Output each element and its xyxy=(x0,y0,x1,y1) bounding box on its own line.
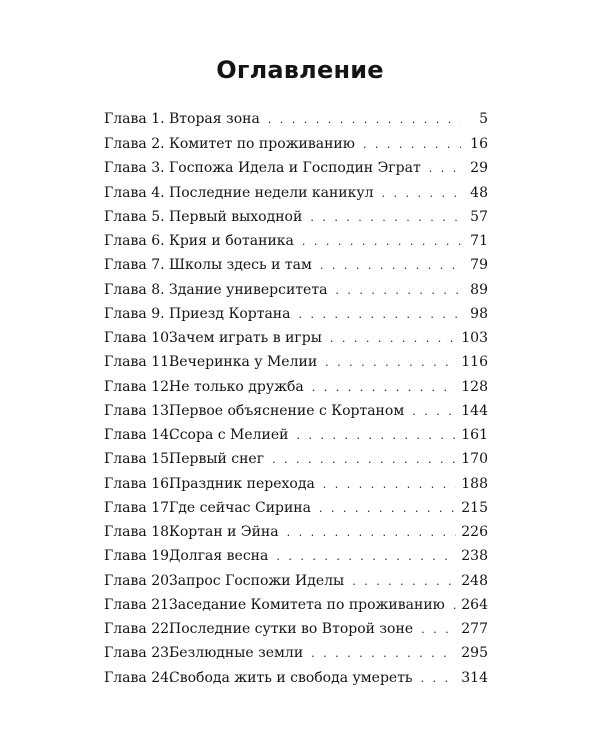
toc-chapter-title: Первый выходной xyxy=(169,208,303,225)
toc-entry xyxy=(104,544,488,568)
toc-entry xyxy=(104,569,488,593)
toc-chapter-title: Последние сутки во Второй зоне xyxy=(169,621,414,637)
toc-page-number: 48 xyxy=(470,184,488,201)
toc-chapter-title: Вторая зона xyxy=(169,111,260,127)
toc-page-number: 29 xyxy=(470,160,488,177)
toc-entry xyxy=(104,423,488,447)
toc-page-number: 170 xyxy=(461,451,488,468)
toc-page-number: 57 xyxy=(470,208,488,225)
toc-page-number: 161 xyxy=(461,427,488,443)
toc-entry xyxy=(104,107,488,132)
toc-page-number: 5 xyxy=(479,111,488,127)
toc-dot-leader xyxy=(320,254,461,278)
toc-page-number: 103 xyxy=(461,330,488,346)
toc-dot-leader xyxy=(299,303,462,327)
toc-entry xyxy=(104,399,488,423)
page-title: Оглавление xyxy=(216,56,384,84)
toc-dot-leader xyxy=(429,157,461,181)
toc-chapter-title: Заседание Комитета по проживанию xyxy=(169,596,445,613)
toc-entry xyxy=(104,350,488,374)
toc-entry xyxy=(104,253,488,277)
toc-chapter-title: Приезд Кортана xyxy=(169,305,291,322)
toc-page-number: 71 xyxy=(470,233,488,249)
toc-dot-leader xyxy=(312,376,457,400)
toc-page-number: 295 xyxy=(461,645,488,662)
toc-entry xyxy=(104,205,488,229)
toc-page-number: 128 xyxy=(461,378,488,395)
toc-chapter-number: Глава 15. xyxy=(104,451,174,468)
toc-entry xyxy=(104,496,488,520)
toc-chapter-number: Глава 8. xyxy=(104,281,165,298)
toc-chapter-title: Ссора с Мелией xyxy=(169,427,289,443)
toc-chapter-number: Глава 24. xyxy=(104,669,174,686)
toc-chapter-title: Кортан и Эйна xyxy=(169,524,279,540)
toc-dot-leader xyxy=(323,473,456,497)
toc-page-number: 188 xyxy=(461,475,488,492)
toc-chapter-title: Первое объяснение с Кортаном xyxy=(169,402,405,419)
toc-chapter-number: Глава 21. xyxy=(104,596,174,613)
toc-chapter-title: Праздник перехода xyxy=(169,475,315,492)
toc-chapter-title: Запрос Госпожи Иделы xyxy=(169,572,345,589)
toc-chapter-number: Глава 22. xyxy=(104,621,174,637)
toc-chapter-number: Глава 16. xyxy=(104,475,174,492)
toc-page-number: 226 xyxy=(461,524,488,540)
toc-chapter-title: Где сейчас Сирина xyxy=(169,499,311,516)
toc-chapter-title: Долгая весна xyxy=(169,548,269,565)
toc-entry xyxy=(104,666,488,690)
toc-entry xyxy=(104,641,488,665)
toc-dot-leader xyxy=(453,594,456,618)
toc-dot-leader xyxy=(363,133,461,157)
toc-dot-leader xyxy=(319,497,456,521)
toc-dot-leader xyxy=(325,351,456,375)
toc-chapter-number: Глава 13. xyxy=(104,402,174,419)
toc-chapter-number: Глава 1. xyxy=(104,111,165,127)
toc-entry xyxy=(104,472,488,496)
toc-chapter-title: Последние недели каникул xyxy=(169,184,374,201)
toc-chapter-number: Глава 7. xyxy=(104,257,165,274)
toc-dot-leader xyxy=(352,570,456,594)
toc-chapter-number: Глава 17. xyxy=(104,499,174,516)
toc-dot-leader xyxy=(268,107,461,132)
toc-dot-leader xyxy=(297,424,457,448)
toc-chapter-title: Вечеринка у Мелии xyxy=(169,354,318,371)
toc-entry xyxy=(104,593,488,617)
toc-page-number: 215 xyxy=(461,499,488,516)
toc-page-number: 248 xyxy=(461,572,488,589)
toc-dot-leader xyxy=(272,448,456,472)
toc-page-number: 314 xyxy=(461,669,488,686)
toc-chapter-title: Безлюдные земли xyxy=(169,645,304,662)
toc-chapter-number: Глава 10. xyxy=(104,330,174,346)
toc-entry xyxy=(104,520,488,544)
toc-dot-leader xyxy=(310,206,461,230)
toc-chapter-title: Крия и ботаника xyxy=(169,233,294,249)
toc-chapter-number: Глава 11. xyxy=(104,354,174,371)
toc-entry xyxy=(104,617,488,641)
toc-chapter-title: Первый снег xyxy=(169,451,265,468)
toc-chapter-number: Глава 3. xyxy=(104,160,165,177)
toc-chapter-number: Глава 23. xyxy=(104,645,174,662)
toc-chapter-number: Глава 20. xyxy=(104,572,174,589)
toc-page-number: 277 xyxy=(461,621,488,637)
toc-chapter-number: Глава 2. xyxy=(104,136,165,152)
toc-dot-leader xyxy=(276,545,456,569)
toc-chapter-title: Не только дружба xyxy=(169,378,304,395)
toc-dot-leader xyxy=(421,667,457,691)
toc-dot-leader xyxy=(311,642,456,666)
toc-page-number: 144 xyxy=(461,402,488,419)
toc-chapter-title: Комитет по проживанию xyxy=(169,136,355,152)
toc-dot-leader xyxy=(421,618,456,642)
toc-chapter-number: Глава 5. xyxy=(104,208,165,225)
toc-chapter-title: Школы здесь и там xyxy=(169,257,312,274)
toc-page-number: 79 xyxy=(470,257,488,274)
toc-chapter-title: Госпожа Идела и Господин Эграт xyxy=(169,160,421,177)
toc-chapter-number: Глава 19. xyxy=(104,548,174,565)
table-of-contents xyxy=(104,107,488,690)
toc-entry xyxy=(104,447,488,471)
toc-chapter-title: Здание университета xyxy=(169,281,328,298)
toc-chapter-number: Глава 12. xyxy=(104,378,174,395)
toc-dot-leader xyxy=(287,521,457,545)
toc-dot-leader xyxy=(302,230,461,254)
toc-entry xyxy=(104,326,488,350)
toc-page-number: 16 xyxy=(470,136,488,152)
toc-entry xyxy=(104,302,488,326)
toc-page-number: 89 xyxy=(470,281,488,298)
toc-chapter-title: Свобода жить и свобода умереть xyxy=(169,669,413,686)
toc-dot-leader xyxy=(335,279,461,303)
toc-page-number: 98 xyxy=(470,305,488,322)
toc-chapter-number: Глава 6. xyxy=(104,233,165,249)
toc-entry xyxy=(104,156,488,180)
toc-dot-leader xyxy=(412,400,456,424)
toc-entry xyxy=(104,132,488,156)
toc-entry xyxy=(104,229,488,253)
toc-entry xyxy=(104,375,488,399)
toc-page-number: 238 xyxy=(461,548,488,565)
toc-chapter-title: Зачем играть в игры xyxy=(169,330,322,346)
toc-entry xyxy=(104,181,488,205)
toc-dot-leader xyxy=(330,327,456,351)
toc-chapter-number: Глава 14. xyxy=(104,427,174,443)
toc-chapter-number: Глава 18. xyxy=(104,524,174,540)
toc-page-number: 116 xyxy=(461,354,488,371)
toc-dot-leader xyxy=(382,182,461,206)
toc-chapter-number: Глава 9. xyxy=(104,305,165,322)
toc-chapter-number: Глава 4. xyxy=(104,184,165,201)
toc-page-number: 264 xyxy=(461,596,488,613)
toc-entry xyxy=(104,278,488,302)
